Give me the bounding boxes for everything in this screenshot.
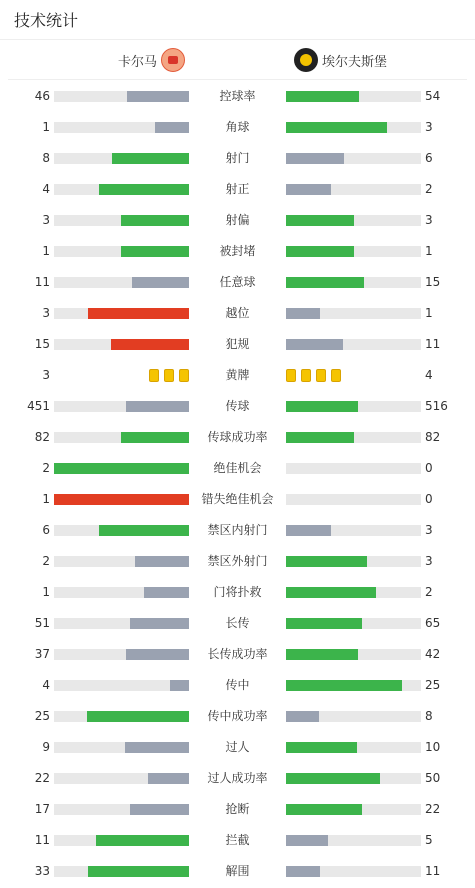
away-stat-bar <box>286 184 421 195</box>
home-stat-value: 6 <box>42 523 50 537</box>
stat-label: 解围 <box>225 864 250 878</box>
home-stat-bar-fill <box>130 804 189 815</box>
home-stat-value: 1 <box>42 585 50 599</box>
stat-row <box>0 546 475 577</box>
stat-label: 控球率 <box>219 89 256 103</box>
home-stat-bar <box>54 339 189 350</box>
away-stat-bar <box>286 91 421 102</box>
stat-row <box>0 143 475 174</box>
away-stat-value: 3 <box>425 213 433 227</box>
home-stat-value: 37 <box>34 647 50 661</box>
home-stat-bar-fill <box>111 339 189 350</box>
away-stat-bar-fill <box>286 401 358 412</box>
away-stat-bar <box>286 587 421 598</box>
stat-label: 过人成功率 <box>207 771 268 785</box>
away-stat-bar-fill <box>286 153 344 164</box>
away-stat-bar-fill <box>286 804 362 815</box>
away-stat-value: 516 <box>425 399 448 413</box>
stat-row <box>0 484 475 515</box>
home-stat-bar-fill <box>126 401 189 412</box>
away-stat-bar-fill <box>286 711 319 722</box>
away-stat-value: 82 <box>425 430 441 444</box>
home-stat-bar <box>54 711 189 722</box>
away-yellow-card-icon <box>301 369 311 382</box>
away-stat-bar-fill <box>286 556 367 567</box>
stat-label: 射正 <box>225 182 250 196</box>
stat-row <box>0 794 475 825</box>
away-stat-bar <box>286 556 421 567</box>
away-stat-value: 1 <box>425 306 433 320</box>
away-stat-value: 3 <box>425 554 433 568</box>
away-stat-bar <box>286 215 421 226</box>
stat-row <box>0 391 475 422</box>
home-stat-bar <box>54 525 189 536</box>
home-team[interactable] <box>118 40 189 80</box>
away-stat-bar-fill <box>286 91 359 102</box>
away-stat-value: 22 <box>425 802 441 816</box>
away-stat-bar-fill <box>286 184 331 195</box>
away-stat-bar-fill <box>286 525 331 536</box>
home-stat-bar <box>54 463 189 474</box>
away-stat-bar-fill <box>286 618 362 629</box>
home-stat-bar-fill <box>54 463 189 474</box>
stat-row <box>0 639 475 670</box>
stat-label: 射门 <box>225 151 250 165</box>
away-stat-bar-fill <box>286 742 357 753</box>
home-team-name: 卡尔马 <box>118 54 158 70</box>
away-stat-value: 4 <box>425 368 433 382</box>
away-stat-bar <box>286 649 421 660</box>
home-stat-bar <box>54 91 189 102</box>
home-stat-value: 4 <box>42 182 50 196</box>
home-stat-bar <box>54 494 189 505</box>
stat-row <box>0 360 475 391</box>
away-stat-bar-fill <box>286 246 354 257</box>
away-stat-bar-fill <box>286 432 354 443</box>
home-yellow-card-icon <box>149 369 159 382</box>
stat-row <box>0 174 475 205</box>
away-stat-bar <box>286 246 421 257</box>
stat-label: 传中 <box>225 678 250 692</box>
stat-row <box>0 856 475 887</box>
stat-row <box>0 670 475 701</box>
stat-row <box>0 732 475 763</box>
away-stat-bar <box>286 711 421 722</box>
stat-label: 射偏 <box>225 213 250 227</box>
stat-row <box>0 825 475 856</box>
home-stat-bar-fill <box>148 773 189 784</box>
page-title-text: 技术统计 <box>14 11 79 30</box>
home-stat-bar-fill <box>121 246 189 257</box>
away-stat-value: 10 <box>425 740 441 754</box>
home-stat-bar-fill <box>96 835 189 846</box>
stat-label: 禁区外射门 <box>207 554 268 568</box>
home-stat-bar <box>54 742 189 753</box>
home-stat-bar <box>54 866 189 877</box>
away-stat-value: 15 <box>425 275 441 289</box>
away-stat-bar-fill <box>286 339 343 350</box>
home-stat-bar-fill <box>135 556 189 567</box>
away-stat-bar <box>286 525 421 536</box>
home-stat-value: 9 <box>42 740 50 754</box>
home-stat-bar <box>54 773 189 784</box>
away-stat-bar <box>286 277 421 288</box>
away-stat-bar-fill <box>286 587 376 598</box>
away-team[interactable] <box>290 40 387 80</box>
home-stat-value: 2 <box>42 461 50 475</box>
stat-row <box>0 81 475 112</box>
home-stat-value: 46 <box>34 89 50 103</box>
stat-label: 门将扑救 <box>213 585 262 599</box>
home-stat-bar <box>54 649 189 660</box>
away-stat-value: 25 <box>425 678 441 692</box>
home-stat-bar <box>54 153 189 164</box>
home-stat-bar-fill <box>54 494 189 505</box>
away-stat-value: 65 <box>425 616 441 630</box>
stat-row <box>0 422 475 453</box>
home-stat-value: 51 <box>34 616 50 630</box>
home-stat-bar-fill <box>130 618 189 629</box>
away-stat-bar <box>286 866 421 877</box>
home-stat-bar <box>54 246 189 257</box>
home-stat-bar <box>54 277 189 288</box>
away-stat-bar-fill <box>286 308 320 319</box>
stat-label: 抢断 <box>225 802 250 816</box>
home-stat-bar-fill <box>99 184 189 195</box>
away-stat-bar <box>286 680 421 691</box>
home-stat-bar-fill <box>127 91 189 102</box>
home-stat-value: 15 <box>34 337 50 351</box>
away-stat-bar <box>286 308 421 319</box>
away-stat-bar <box>286 432 421 443</box>
away-stat-bar-fill <box>286 680 402 691</box>
home-stat-value: 2 <box>42 554 50 568</box>
home-stat-bar <box>54 680 189 691</box>
stat-label: 长传 <box>225 616 250 630</box>
stat-row <box>0 577 475 608</box>
stat-label: 任意球 <box>219 275 256 289</box>
stat-row <box>0 608 475 639</box>
home-stat-bar <box>54 308 189 319</box>
stat-label: 长传成功率 <box>207 647 268 661</box>
away-yellow-card-icon <box>331 369 341 382</box>
home-stat-bar-fill <box>88 866 189 877</box>
home-stat-bar-fill <box>125 742 189 753</box>
away-stat-bar-fill <box>286 835 328 846</box>
stat-row <box>0 298 475 329</box>
home-stat-bar <box>54 184 189 195</box>
stat-label: 绝佳机会 <box>213 461 262 475</box>
away-stat-bar <box>286 339 421 350</box>
home-stat-bar <box>54 215 189 226</box>
stat-row <box>0 329 475 360</box>
home-stat-bar-fill <box>99 525 189 536</box>
home-stat-bar-fill <box>121 432 189 443</box>
stat-label: 传球成功率 <box>207 430 268 444</box>
home-stat-bar-fill <box>132 277 189 288</box>
home-yellow-card-icon <box>179 369 189 382</box>
home-stat-value: 22 <box>34 771 50 785</box>
away-stat-value: 3 <box>425 523 433 537</box>
teams-header <box>8 40 467 80</box>
away-stat-value: 8 <box>425 709 433 723</box>
away-stat-value: 2 <box>425 182 433 196</box>
home-stat-value: 4 <box>42 678 50 692</box>
home-stat-value: 1 <box>42 120 50 134</box>
stat-row <box>0 267 475 298</box>
home-stat-bar-fill <box>126 649 189 660</box>
home-stat-bar <box>54 587 189 598</box>
away-stat-value: 50 <box>425 771 441 785</box>
away-stat-value: 6 <box>425 151 433 165</box>
stat-row <box>0 236 475 267</box>
away-stat-bar-fill <box>286 277 364 288</box>
away-stat-value: 1 <box>425 244 433 258</box>
away-stat-bar <box>286 773 421 784</box>
home-stat-bar <box>54 122 189 133</box>
stat-row <box>0 205 475 236</box>
home-stat-bar-fill <box>144 587 189 598</box>
stat-label: 角球 <box>225 120 250 134</box>
away-stat-bar-fill <box>286 773 380 784</box>
home-stat-bar <box>54 804 189 815</box>
home-stat-value: 33 <box>34 864 50 878</box>
away-stat-value: 2 <box>425 585 433 599</box>
home-stat-bar <box>54 401 189 412</box>
stat-label: 拦截 <box>225 833 250 847</box>
away-stat-bar <box>286 804 421 815</box>
home-stat-value: 11 <box>34 833 50 847</box>
away-stat-bar <box>286 153 421 164</box>
away-stat-value: 11 <box>425 864 441 878</box>
stat-row <box>0 453 475 484</box>
stat-label: 过人 <box>225 740 250 754</box>
away-stat-bar <box>286 835 421 846</box>
stat-row <box>0 701 475 732</box>
away-team-logo <box>294 48 318 72</box>
away-stat-bar-fill <box>286 866 320 877</box>
away-stat-value: 0 <box>425 492 433 506</box>
stat-row <box>0 112 475 143</box>
away-stat-bar <box>286 401 421 412</box>
away-stat-value: 54 <box>425 89 441 103</box>
away-stat-bar <box>286 463 421 474</box>
home-stat-value: 3 <box>42 306 50 320</box>
home-stat-bar-fill <box>112 153 189 164</box>
home-stat-value: 82 <box>34 430 50 444</box>
away-stat-value: 42 <box>425 647 441 661</box>
home-stat-value: 3 <box>42 368 50 382</box>
away-team-name: 埃尔夫斯堡 <box>322 54 388 70</box>
away-yellow-card-icon <box>286 369 296 382</box>
home-stat-value: 451 <box>27 399 50 413</box>
home-stat-value: 8 <box>42 151 50 165</box>
away-stat-bar <box>286 742 421 753</box>
stat-label: 越位 <box>225 306 250 320</box>
home-stat-bar-fill <box>87 711 189 722</box>
away-stat-bar <box>286 494 421 505</box>
home-stat-value: 1 <box>42 492 50 506</box>
home-stat-bar-fill <box>155 122 189 133</box>
away-stat-value: 0 <box>425 461 433 475</box>
away-stat-bar-fill <box>286 215 354 226</box>
away-yellow-card-icon <box>316 369 326 382</box>
home-stat-bar <box>54 835 189 846</box>
stat-label: 犯规 <box>225 337 250 351</box>
stat-label: 黄牌 <box>225 368 250 382</box>
home-stat-value: 1 <box>42 244 50 258</box>
home-stat-bar-fill <box>170 680 189 691</box>
home-stat-bar <box>54 556 189 567</box>
home-stat-bar-fill <box>121 215 189 226</box>
away-stat-value: 11 <box>425 337 441 351</box>
home-stat-bar-fill <box>88 308 189 319</box>
away-stat-bar-fill <box>286 122 387 133</box>
away-stat-bar-fill <box>286 649 358 660</box>
stat-row <box>0 763 475 794</box>
home-stat-value: 25 <box>34 709 50 723</box>
stat-label: 禁区内射门 <box>207 523 268 537</box>
away-stat-value: 5 <box>425 833 433 847</box>
home-stat-bar <box>54 618 189 629</box>
home-yellow-card-icon <box>164 369 174 382</box>
away-stat-bar <box>286 122 421 133</box>
stat-label: 传中成功率 <box>207 709 268 723</box>
home-stat-value: 3 <box>42 213 50 227</box>
stat-label: 传球 <box>225 399 250 413</box>
stat-row <box>0 515 475 546</box>
home-stat-value: 17 <box>34 802 50 816</box>
away-stat-bar <box>286 618 421 629</box>
away-stat-value: 3 <box>425 120 433 134</box>
home-team-logo <box>161 48 185 72</box>
stat-label: 被封堵 <box>219 244 256 258</box>
home-stat-value: 11 <box>34 275 50 289</box>
stat-label: 错失绝佳机会 <box>201 492 274 506</box>
page-title <box>0 0 475 40</box>
home-stat-bar <box>54 432 189 443</box>
